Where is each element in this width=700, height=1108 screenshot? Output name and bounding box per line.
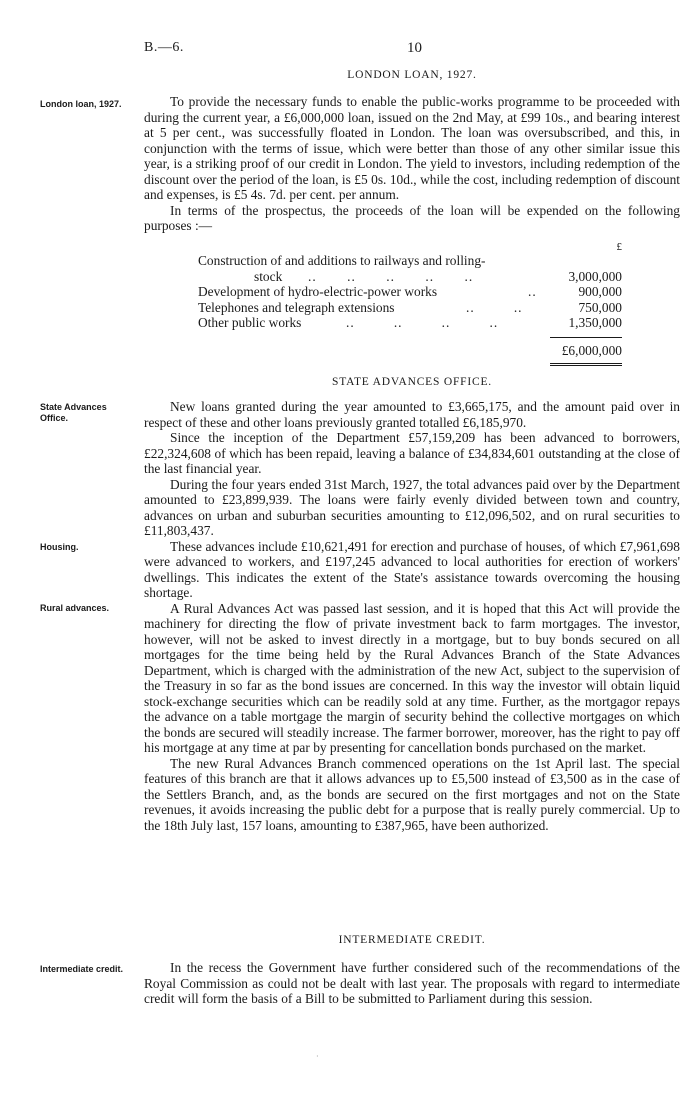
dot-leaders: .. .. .. .. ..: [308, 268, 474, 284]
purpose-amount: 3,000,000: [568, 268, 622, 284]
total-double-rule: [550, 363, 622, 366]
intermediate-credit-body: [144, 960, 680, 1007]
paragraph: To provide the necessary funds to enable the public-works programme to be proceeded with during the current year, a £6,000,000 loan, issued on the 2nd May, at £99 10s., and bearing interest at 5 per cent., was successfully floated in London. The loan was oversubscribed, and this, in conjunction with the terms of issue, which were better than those of any other similar issue this year, is a striking proof of our credit in London. The yield to investors, including redemption of the discount over the period of the loan, is £5 0s. 10d., while the cost, including redemption of discount and expenses, is £5 4s. 7d. per cent. per annum.: [144, 94, 680, 202]
report-reference: B.—6.: [144, 40, 184, 55]
loan-purposes-table: [198, 241, 622, 358]
paragraph: During the four years ended 31st March, 1927, the total advances paid over by the Department amounted to £23,899,939. The loans were fairly evenly divided between town and country, advances on urban and suburban securities amounting to £12,096,502, and on rural securities to £11,803,437.: [144, 476, 680, 538]
section-title-london-loan: LONDON LOAN, 1927.: [347, 69, 477, 81]
dot-leaders: .. ..: [466, 299, 523, 315]
purpose-label: Construction of and additions to railways and rolling-: [198, 253, 486, 268]
purpose-label: Development of hydro-electric-power works: [198, 284, 438, 300]
page-number: 10: [407, 40, 422, 56]
table-row: [198, 253, 622, 269]
paragraph: Since the inception of the Department £57,159,209 has been advanced to borrowers, £22,324,608 of which has been repaid, leaving a balance of £34,834,601 outstanding at the close of the last financial year.: [144, 430, 680, 476]
dot-leaders: ..: [528, 284, 537, 300]
side-note-intermediate-credit: Intermediate credit.: [40, 964, 124, 974]
print-speck: ·: [316, 1052, 319, 1061]
table-row: [198, 300, 622, 316]
dot-leaders: .. .. .. ..: [346, 315, 499, 331]
table-row: [198, 284, 622, 300]
table-row: [198, 269, 622, 285]
paragraph: New loans granted during the year amounted to £3,665,175, and the amount paid over in respect of these and other loans previously granted totalled £6,185,970.: [144, 399, 680, 430]
paragraph: These advances include £10,621,491 for erection and purchase of houses, of which £7,961,698 were advanced to workers, and £197,245 advanced to local authorities for erection of workers' dwellings. This indicates the extent of the State's assistance towards overcoming the housing shortage.: [144, 538, 680, 600]
purpose-amount: 750,000: [578, 299, 622, 315]
side-note-london-loan: London loan, 1927.: [40, 99, 122, 109]
section-title-state-advances: STATE ADVANCES OFFICE.: [332, 376, 492, 388]
total-rule: [550, 337, 622, 338]
paragraph: In terms of the prospectus, the proceeds of the loan will be expended on the following purposes :—: [144, 202, 680, 233]
purpose-amount: 1,350,000: [568, 315, 622, 331]
side-note-housing: Housing.: [40, 542, 79, 552]
purpose-label: Telephones and telegraph extensions: [198, 299, 395, 315]
section-title-intermediate-credit: INTERMEDIATE CREDIT.: [338, 934, 486, 946]
total-amount: £6,000,000: [561, 343, 622, 358]
london-loan-body: [144, 94, 680, 234]
purpose-label: Other public works: [198, 315, 302, 331]
purpose-label-continued: stock: [254, 268, 283, 284]
table-row: [198, 315, 622, 331]
purpose-amount: 900,000: [578, 284, 622, 300]
currency-symbol: £: [616, 241, 622, 253]
page-header: [144, 40, 664, 60]
side-note-state-advances: State Advances Office.: [40, 402, 107, 423]
state-advances-body: [144, 399, 680, 833]
side-note-rural-advances: Rural advances.: [40, 603, 110, 613]
paragraph: The new Rural Advances Branch commenced operations on the 1st April last. The special features of this branch are that it allows advances up to £5,500 instead of £3,500 as in the case of the Settlers Branch, and, as the bonds are secured on the first mortgages and not on the State revenues, it avoids increasing the public debt for a purpose that is really purely commercial. Up to the 18th July last, 157 loans, amounting to £387,965, have been authorized.: [144, 755, 680, 833]
paragraph: A Rural Advances Act was passed last session, and it is hoped that this Act will provide the machinery for directing the flow of private investment back to farm mortgages. The investor, however, will not be asked to invest directly in a mortgage, but to buy bonds secured on all mortgages for the time being held by the Rural Advances Branch of the State Advances Department, which is charged with the administration of the new Act, subject to the supervision of the Treasury in so far as the bond issues are concerned. In this way the investor will obtain liquid stock-exchange securities which can be readily sold at any time. Further, as the mortgagor repays the advance on a table mortgage the margin of security behind the collective mortgages on which the bonds are secured will steadily increase. The farmer borrower, moreover, has the right to pay off his mortgage at any time at par by presenting for cancellation bonds purchased on the market.: [144, 600, 680, 755]
paragraph: In the recess the Government have further considered such of the recommendations of the Royal Commission as could not be dealt with last year. The proposals with regard to intermediate credit will form the basis of a Bill to be submitted to Parliament during this session.: [144, 960, 680, 1006]
